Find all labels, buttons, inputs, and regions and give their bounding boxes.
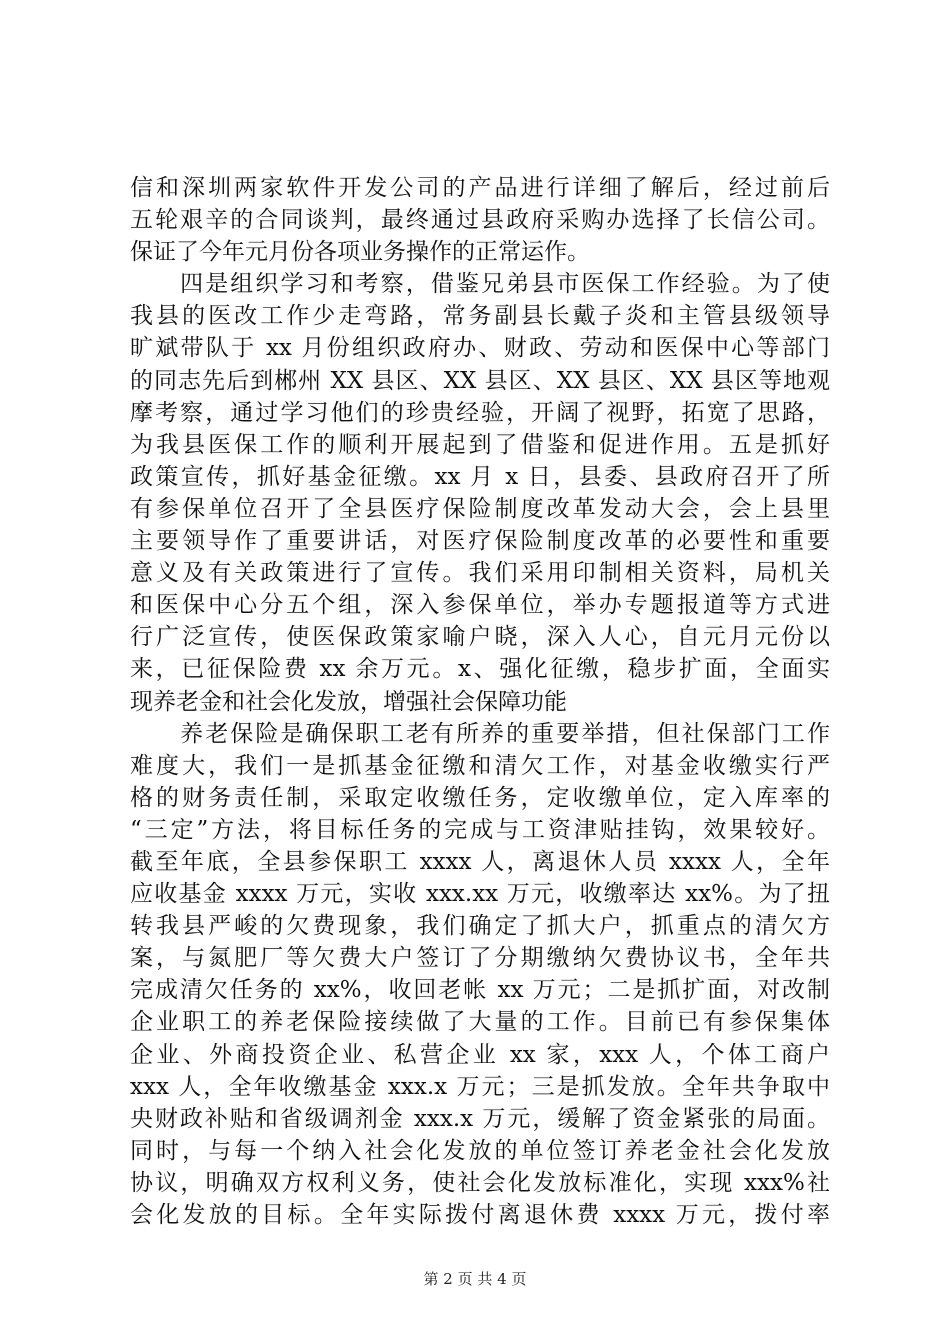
text-line: “三定”方法，将目标任务的完成与工资津贴挂钩，效果较好。 (130, 816, 830, 843)
text-line: 完成清欠任务的 xx%，收回老帐 xx 万元；二是抓扩面，对改制 (130, 977, 830, 1004)
text-line: 案，与氮肥厂等欠费大户签订了分期缴纳欠费协议书，全年共 (130, 945, 830, 972)
text-line: 同时，与每一个纳入社会化发放的单位签订养老金社会化发放 (130, 1137, 830, 1164)
text-line: 养老保险是确保职工老有所养的重要举措，但社保部门工作 (130, 720, 830, 747)
text-line: 我县的医改工作少走弯路，常务副县长戴子炎和主管县级领导 (130, 303, 830, 330)
text-line: 信和深圳两家软件开发公司的产品进行详细了解后，经过前后 (130, 175, 830, 201)
body-text (130, 172, 830, 1231)
text-line: 五轮艰辛的合同谈判，最终通过县政府采购办选择了长信公司。 (130, 207, 830, 234)
text-line: xxx 人，全年收缴基金 xxx.x 万元；三是抓发放。全年共争取中 (130, 1073, 830, 1100)
text-line: 摩考察，通过学习他们的珍贵经验，开阔了视野，拓宽了思路， (130, 399, 830, 426)
text-line: 和医保中心分五个组，深入参保单位，举办专题报道等方式进 (130, 592, 830, 619)
text-line: 行广泛宣传，使医保政策家喻户晓，深入人心，自元月元份以 (130, 624, 830, 651)
text-line: 意义及有关政策进行了宣传。我们采用印制相关资料，局机关 (130, 560, 830, 587)
page-footer (0, 1268, 950, 1289)
text-line: 企业职工的养老保险接续做了大量的工作。目前已有参保集体 (130, 1009, 830, 1036)
text-line: 有参保单位召开了全县医疗保险制度改革发动大会，会上县里 (130, 495, 830, 522)
text-line: 为我县医保工作的顺利开展起到了借鉴和促进作用。五是抓好 (130, 431, 830, 458)
text-line: 四是组织学习和考察，借鉴兄弟县市医保工作经验。为了使 (130, 271, 830, 298)
text-line: 旷斌带队于 xx 月份组织政府办、财政、劳动和医保中心等部门 (130, 335, 830, 362)
text-line: 保证了今年元月份各项业务操作的正常运作。 (130, 239, 590, 266)
text-line: 央财政补贴和省级调剂金 xxx.x 万元，缓解了资金紧张的局面。 (130, 1105, 830, 1132)
text-line: 来，已征保险费 xx 余万元。x、强化征缴，稳步扩面，全面实 (130, 656, 830, 683)
text-line: 应收基金 xxxx 万元，实收 xxx.xx 万元，收缴率达 xx%。为了扭 (130, 881, 830, 908)
text-line: 的同志先后到郴州 XX 县区、XX 县区、XX 县区、XX 县区等地观 (130, 367, 830, 394)
text-line: 现养老金和社会化发放，增强社会保障功能 (130, 688, 567, 715)
text-line: 政策宣传，抓好基金征缴。xx 月 x 日，县委、县政府召开了所 (130, 463, 830, 490)
text-line: 截至年底，全县参保职工 xxxx 人，离退休人员 xxxx 人，全年 (130, 848, 830, 875)
text-line: 企业、外商投资企业、私营企业 xx 家，xxx 人，个体工商户 (130, 1041, 830, 1068)
text-line: 会化发放的目标。全年实际拨付离退休费 xxxx 万元，拨付率 (130, 1202, 830, 1228)
text-line: 格的财务责任制，采取定收缴任务，定收缴单位，定入库率的 (130, 784, 830, 811)
page-number-label: 第 2 页 共 4 页 (423, 1270, 527, 1288)
text-line: 主要领导作了重要讲话，对医疗保险制度改革的必要性和重要 (130, 528, 830, 555)
text-line: 协议，明确双方权利义务，使社会化发放标准化，实现 xxx%社 (130, 1169, 830, 1196)
text-line: 难度大，我们一是抓基金征缴和清欠工作，对基金收缴实行严 (130, 752, 830, 779)
text-line: 转我县严峻的欠费现象，我们确定了抓大户，抓重点的清欠方 (130, 913, 830, 940)
